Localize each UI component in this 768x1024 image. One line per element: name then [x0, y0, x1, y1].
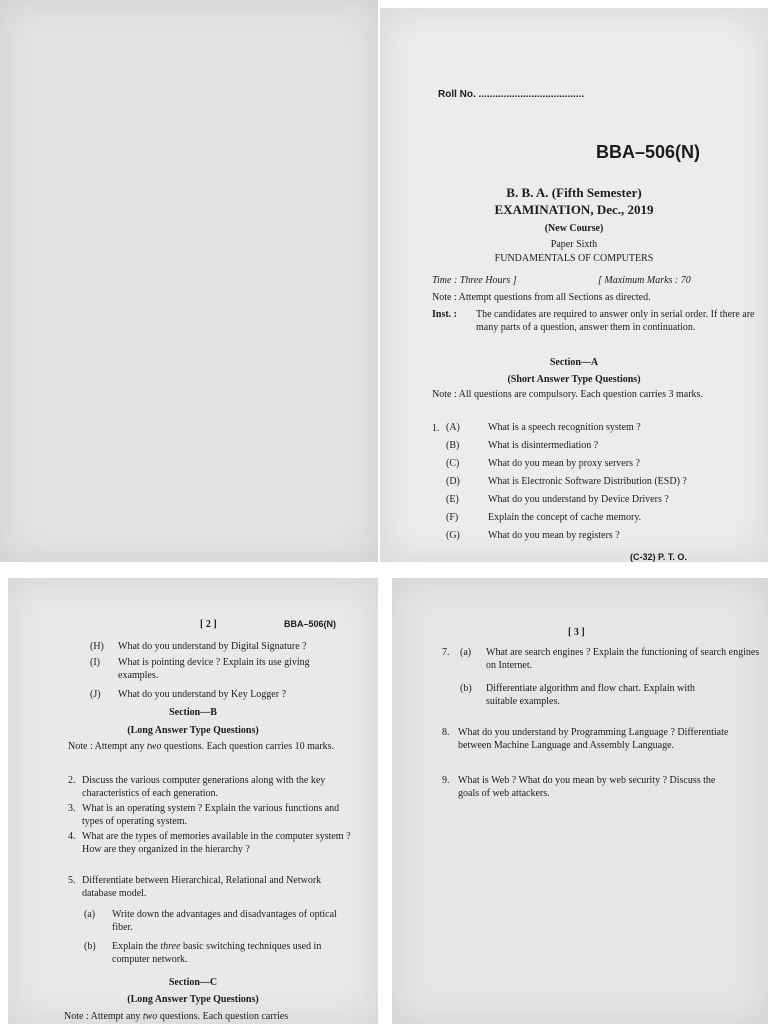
section-c-note: Note : Attempt any two questions. Each question carries	[64, 1011, 289, 1022]
course-type: (New Course)	[544, 223, 604, 234]
exam-title: EXAMINATION, Dec., 2019	[494, 202, 654, 217]
maximum-marks: [ Maximum Marks : 70	[598, 275, 691, 286]
exam-page-1: Roll No. ...................................... BBA–506(N) B. B. A. (Fifth Semester) EXAMINATION, Dec., 2019 (New Course) Paper Sixth FUNDAMENTALS OF COMPUTERS Time : Three Hours ] [ Maximum Marks : 70 Note : Attempt questions from all Sections as directed. Inst. : The candidates are required to answer only in serial order. If there are many parts of a question, answer them in continuation. Section—A (Short Answer Type Questions) Note : All questions are compulsory. Each question carries 3 marks. 1. (A) What is a speech recognition system ? (B) What is disintermediation ? (C) What do you mean by proxy servers ? (D) What is Electronic Software Distribution (ESD) ? (E) What do you understand by Device Drivers ? (F) Explain the concept of cache memory. (G) What do you mean by registers ? (C-32) P. T. O.	[380, 8, 768, 562]
question-number: 1.	[432, 423, 440, 434]
paper-number: Paper Sixth	[550, 239, 598, 250]
section-a-note: Note : All questions are compulsory. Each question carries 3 marks.	[432, 389, 703, 400]
subject-title: FUNDAMENTALS OF COMPUTERS	[494, 253, 654, 264]
time-allowed: Time : Three Hours ]	[432, 275, 517, 286]
exam-page-3: [ 3 ] 7. (a) What are search engines ? Explain the functioning of search engines on Internet. (b) Differentiate algorithm and flow chart. Explain with suitable examples. 8. What do you understand by Programming Language ? Differentiate between Machine Language and Assembly Language. 9. What is Web ? What do you mean by web security ? Discuss the goals of web attackers.	[392, 578, 768, 1024]
section-b-note: Note : Attempt any two questions. Each question carries 10 marks.	[68, 741, 335, 752]
page-footer: (C-32) P. T. O.	[630, 552, 687, 562]
exam-page-2: [ 2 ] BBA–506(N) (H) What do you understand by Digital Signature ? (I) What is pointing device ? Explain its use giving examples. (J) What do you understand by Key Logger ? Section—B (Long Answer Type Questions) Note : Attempt any two questions. Each question carries 10 marks. 2. Discuss the various computer generations along with the key characteristics of each generation. 3. What is an operating system ? Explain the various functions and types of operating system. 4. What are the types of memories available in the computer system ? How are they organized in the hierarchy ? 5. Differentiate between Hierarchical, Relational and Network database model. (a) Write down the advantages and disadvantages of optical fiber. (b) Explain the three basic switching techniques used in computer network. Section—C (Long Answer Type Questions) Note : Attempt any two questions. Each question carries	[8, 578, 378, 1024]
section-c-title: Section—C	[168, 977, 218, 988]
instructions-label: Inst. :	[432, 309, 458, 320]
section-c-subtitle: (Long Answer Type Questions)	[127, 994, 259, 1005]
instructions-text: The candidates are required to answer only in serial order. If there are many parts of a question, answer them in continuation.	[476, 309, 755, 333]
section-a-subtitle: (Short Answer Type Questions)	[507, 374, 641, 385]
blank-back-page	[0, 0, 378, 562]
paper-code: BBA–506(N)	[284, 619, 337, 629]
section-a-title: Section—A	[549, 357, 599, 368]
degree-title: B. B. A. (Fifth Semester)	[506, 185, 642, 200]
section-b-subtitle: (Long Answer Type Questions)	[127, 725, 259, 736]
page-number: [ 3 ]	[568, 627, 585, 638]
paper-code: BBA–506(N)	[596, 142, 701, 162]
general-note: Note : Attempt questions from all Sections as directed.	[432, 292, 651, 303]
page-number: [ 2 ]	[200, 619, 217, 630]
roll-number: Roll No. ......................................	[438, 89, 585, 100]
section-b-title: Section—B	[169, 707, 217, 718]
